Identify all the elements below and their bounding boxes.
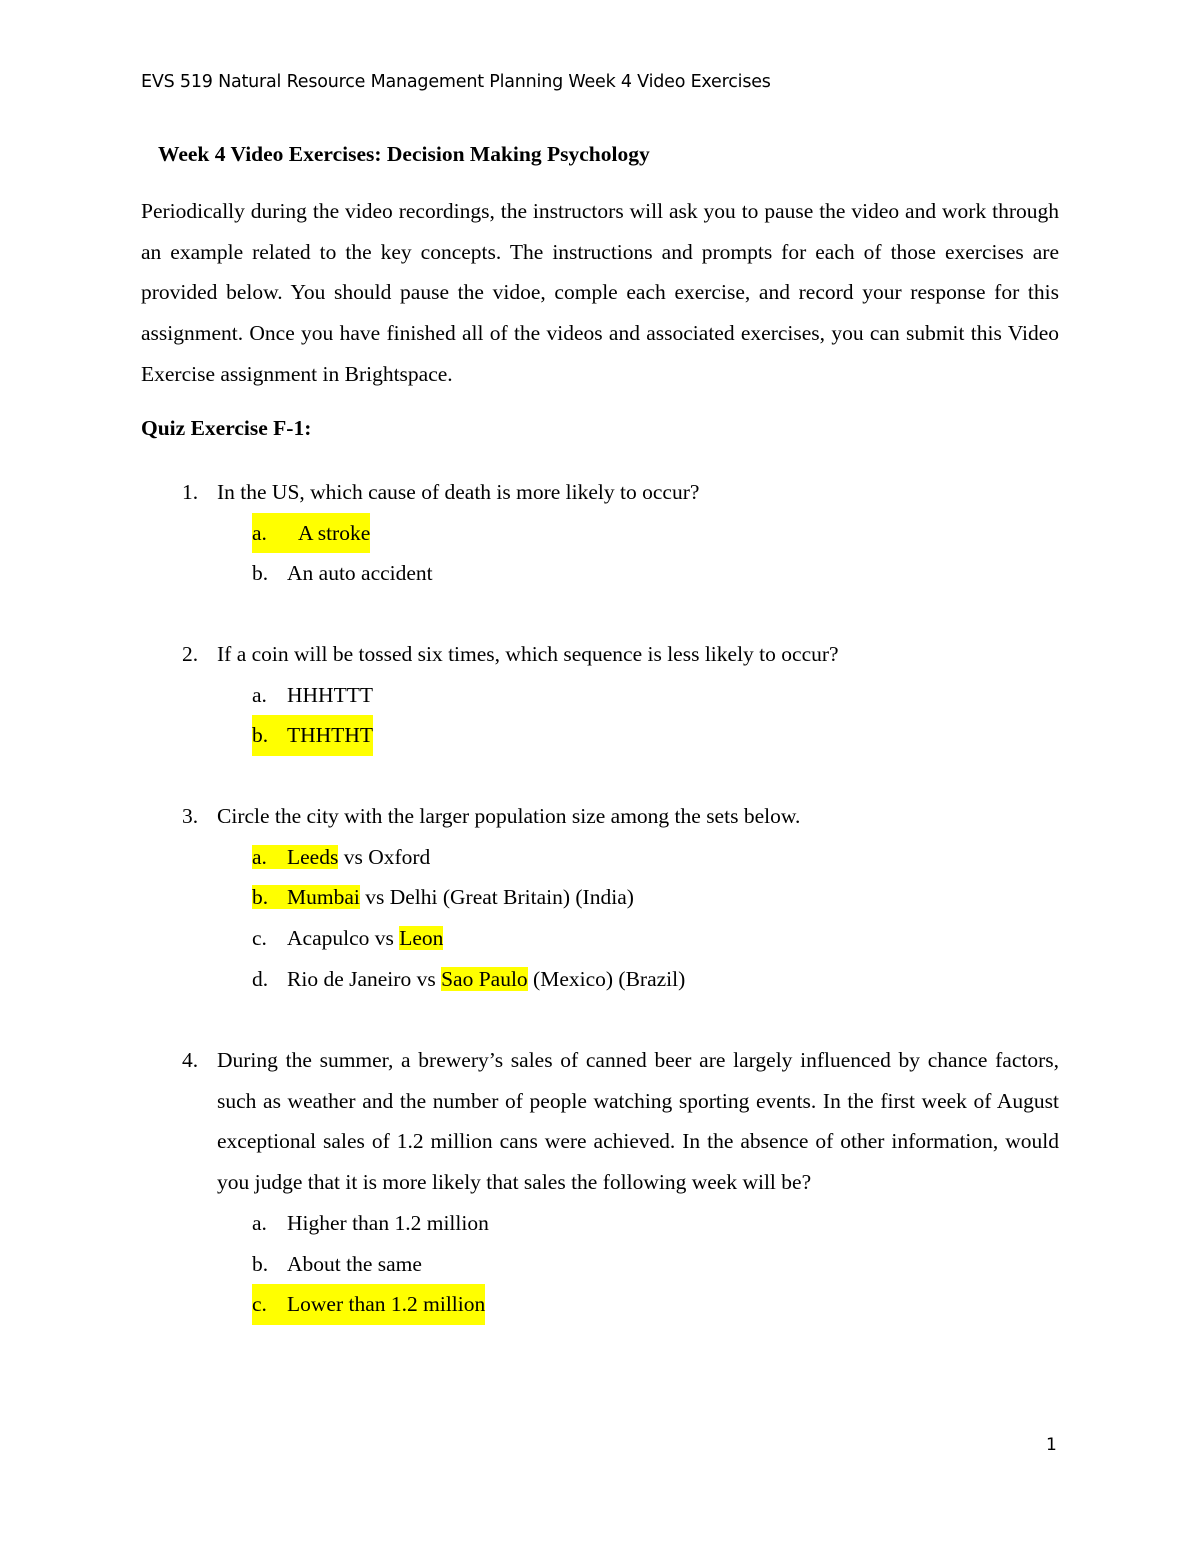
option-city-answer: Leon	[399, 926, 444, 951]
running-header: EVS 519 Natural Resource Management Planning Week 4 Video Exercises	[141, 72, 771, 92]
option-wrap	[252, 918, 443, 959]
answer-highlight	[252, 1284, 485, 1325]
option-letter: d.	[252, 966, 269, 991]
option-wrap	[252, 675, 373, 716]
question-4	[182, 1040, 1059, 1325]
option-wrap	[252, 1244, 422, 1285]
option-city-answer: Leeds	[287, 844, 339, 869]
answer-option	[182, 513, 1059, 554]
answer-option	[182, 1284, 1059, 1325]
answer-options	[182, 513, 1059, 594]
question-2	[182, 634, 1059, 756]
answer-option	[182, 675, 1059, 716]
option-letter: a.	[252, 520, 267, 545]
option-wrap	[252, 837, 430, 878]
intro-paragraph: Periodically during the video recordings, the instructors will ask you to pause the video and work through an example related to the key concepts. The instructions and prompts for each of those exercises are provided below. You should pause the vidoe, comple each exercise, and record your response for this assignment. Once you have finished all of the videos and associated exercises, you can submit this Video Exercise assignment in Brightspace.	[141, 199, 1059, 386]
option-note: (Mexico) (Brazil)	[527, 966, 686, 991]
option-wrap	[252, 959, 685, 1000]
page-number: 1	[1046, 1435, 1057, 1455]
question-number: 2.	[182, 642, 199, 666]
question-text: During the summer, a brewery’s sales of canned beer are largely influenced by chance factors, such as weather and the number of people watching sporting events. In the first week of August exceptional sales of 1.2 million cans were achieved. In the absence of other information, would you judge that it is more likely that sales the following week will be?	[217, 1048, 1059, 1195]
answer-highlight	[252, 845, 338, 869]
option-letter: c.	[252, 926, 267, 951]
option-text: THHTHT	[287, 723, 373, 748]
option-text: Acapulco vs	[287, 926, 400, 951]
option-text: Rio de Janeiro vs	[287, 966, 442, 991]
option-text: An auto accident	[287, 561, 433, 586]
answer-option	[182, 1244, 1059, 1285]
answer-option	[182, 553, 1059, 594]
option-letter: b.	[252, 885, 269, 910]
option-letter: c.	[252, 1292, 267, 1317]
answer-option	[182, 959, 1059, 1000]
answer-option	[182, 715, 1059, 756]
option-text: Lower than 1.2 million	[287, 1292, 486, 1317]
answer-options	[182, 837, 1059, 1000]
answer-option	[182, 837, 1059, 878]
option-letter: a.	[252, 682, 267, 707]
answer-highlight	[252, 715, 373, 756]
answer-options	[182, 1203, 1059, 1325]
question-text: Circle the city with the larger population size among the sets below.	[217, 804, 801, 828]
option-text: A stroke	[298, 520, 371, 545]
option-letter: b.	[252, 723, 269, 748]
question-number: 3.	[182, 804, 199, 828]
option-letter: b.	[252, 1251, 269, 1276]
option-letter: a.	[252, 1210, 267, 1235]
question-1	[182, 472, 1059, 594]
document-title: Week 4 Video Exercises: Decision Making Psychology	[158, 142, 650, 166]
option-text: Higher than 1.2 million	[287, 1210, 489, 1235]
question-number: 4.	[182, 1048, 199, 1072]
option-text: About the same	[287, 1251, 422, 1276]
option-letter: b.	[252, 561, 269, 586]
option-text: vs Delhi (Great Britain) (India)	[359, 885, 634, 910]
option-wrap	[252, 1203, 489, 1244]
option-text: HHHTTT	[287, 682, 373, 707]
answer-option	[182, 877, 1059, 918]
answer-option	[182, 1203, 1059, 1244]
answer-highlight	[252, 885, 360, 909]
question-3	[182, 796, 1059, 999]
answer-highlight	[252, 513, 370, 554]
option-city-answer: Sao Paulo	[441, 966, 528, 991]
section-title: Quiz Exercise F-1:	[141, 416, 312, 440]
option-city-answer: Mumbai	[287, 885, 360, 910]
answer-options	[182, 675, 1059, 756]
option-wrap	[252, 877, 634, 918]
option-text: vs Oxford	[338, 844, 431, 869]
question-number: 1.	[182, 480, 199, 504]
option-wrap	[252, 553, 433, 594]
question-text: If a coin will be tossed six times, which sequence is less likely to occur?	[217, 642, 839, 666]
answer-option	[182, 918, 1059, 959]
option-letter: a.	[252, 844, 267, 869]
question-text: In the US, which cause of death is more likely to occur?	[217, 480, 700, 504]
